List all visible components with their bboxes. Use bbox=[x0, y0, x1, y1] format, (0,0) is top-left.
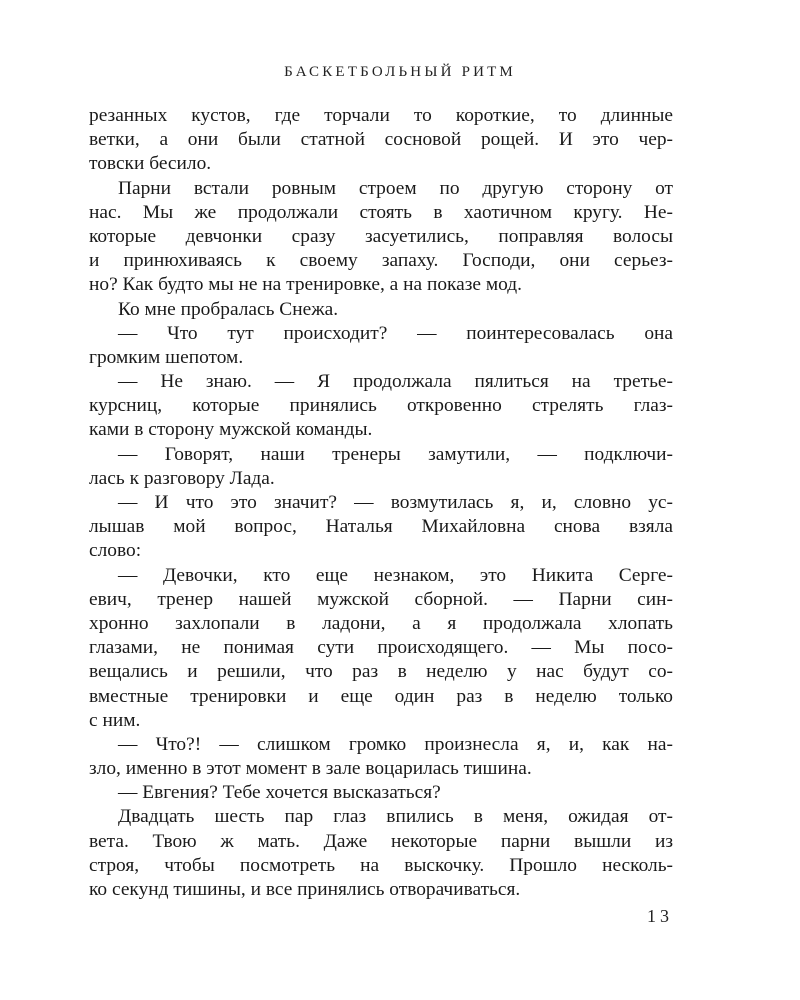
paragraph-start-line: — Девочки, кто еще незнаком, это Никита Серге- bbox=[118, 564, 673, 586]
text-line: ветки, а они были статной сосновой рощей. И это чер- bbox=[89, 129, 673, 151]
paragraph-start-line: — Евгения? Тебе хочется высказаться? bbox=[118, 782, 441, 804]
paragraph-start-line: — Что?! — слишком громко произнесла я, и, как на- bbox=[118, 733, 673, 755]
text-line: лышав мой вопрос, Наталья Михайловна снова взяла bbox=[89, 516, 673, 538]
text-line: ками в сторону мужской команды. bbox=[89, 419, 373, 441]
text-line: нас. Мы же продолжали стоять в хаотичном кругу. Не- bbox=[89, 201, 673, 223]
text-line: строя, чтобы посмотреть на выскочку. Прошло несколь- bbox=[89, 854, 673, 876]
text-line: зло, именно в этот момент в зале воцарилась тишина. bbox=[89, 758, 532, 780]
text-line: курсниц, которые принялись откровенно стрелять глаз- bbox=[89, 395, 673, 417]
text-line: но? Как будто мы не на тренировке, а на показе мод. bbox=[89, 274, 522, 296]
text-line: и принюхиваясь к своему запаху. Господи, они серьез- bbox=[89, 250, 673, 272]
text-line: вета. Твою ж мать. Даже некоторые парни вышли из bbox=[89, 830, 673, 852]
running-header: БАСКЕТБОЛЬНЫЙ РИТМ bbox=[284, 64, 516, 80]
text-line: лась к разговору Лада. bbox=[89, 467, 275, 489]
paragraph-start-line: Ко мне пробралась Снежа. bbox=[118, 298, 339, 320]
paragraph-start-line: — Что тут происходит? — поинтересовалась она bbox=[118, 322, 673, 344]
text-line: вещались и решили, что раз в неделю у нас будут со- bbox=[89, 661, 673, 683]
page-number: 13 bbox=[647, 906, 673, 926]
text-line: которые девчонки сразу засуетились, поправляя волосы bbox=[89, 225, 673, 247]
text-line: хронно захлопали в ладони, а я продолжала хлопать bbox=[89, 612, 673, 634]
paragraph-start-line: — Говорят, наши тренеры замутили, — подключи- bbox=[118, 443, 673, 465]
text-line: товски бесило. bbox=[89, 153, 212, 175]
paragraph-start-line: Двадцать шесть пар глаз впились в меня, ожидая от- bbox=[118, 806, 673, 828]
text-line: евич, тренер нашей мужской сборной. — Парни син- bbox=[89, 588, 673, 610]
text-line: резанных кустов, где торчали то короткие, то длинные bbox=[89, 105, 673, 126]
text-line: глазами, не понимая сути происходящего. — Мы посо- bbox=[89, 637, 673, 659]
paragraph-start-line: — И что это значит? — возмутилась я, и, словно ус- bbox=[118, 492, 673, 513]
paragraph-start-line: — Не знаю. — Я продолжала пялиться на третье- bbox=[118, 371, 673, 393]
text-line: слово: bbox=[89, 540, 142, 562]
text-line: вместные тренировки и еще один раз в неделю только bbox=[89, 685, 673, 707]
text-line: ко секунд тишины, и все принялись отворачиваться. bbox=[89, 879, 521, 900]
text-line: с ним. bbox=[89, 709, 141, 731]
text-line: громким шепотом. bbox=[89, 346, 244, 368]
body-text bbox=[89, 104, 673, 902]
paragraph-start-line: Парни встали ровным строем по другую сторону от bbox=[118, 177, 673, 199]
